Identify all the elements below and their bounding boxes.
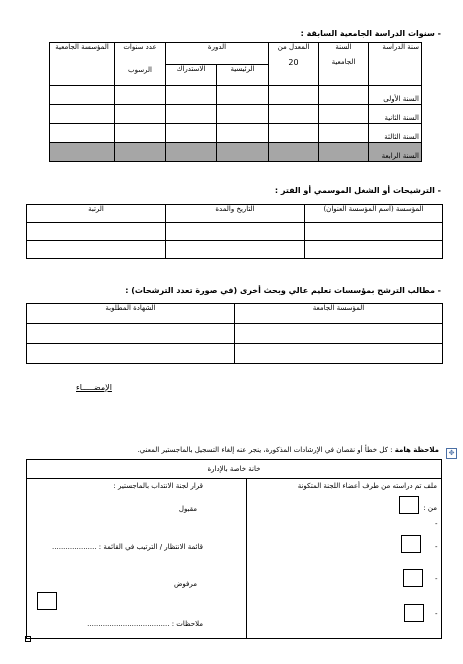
row-label-year-1: السنة الأولى	[369, 86, 422, 105]
header-catchup-session: الاستدراك	[166, 65, 217, 86]
row-label-year-3: السنة الثالثة	[369, 124, 422, 143]
cell[interactable]	[115, 124, 166, 143]
header-failed-years: عدد سنوات الرسوب	[115, 43, 166, 86]
cell[interactable]	[217, 105, 269, 124]
cell	[269, 143, 319, 162]
cell[interactable]	[319, 124, 369, 143]
signature-label: الإمضـــــاء	[76, 383, 112, 392]
dash: -	[435, 575, 438, 583]
decision-waitlist: قائمة الانتظار / الترتيب في القائمة : ....................	[52, 543, 203, 551]
header-date-duration: التاريخ والمدة	[166, 205, 305, 223]
row-label-year-2: السنة الثانية	[369, 105, 422, 124]
rejected-checkbox[interactable]	[37, 592, 57, 610]
committee-from-label: من :	[423, 504, 437, 512]
cell[interactable]	[27, 241, 166, 259]
dash: -	[435, 543, 438, 551]
cell[interactable]	[269, 86, 319, 105]
cell[interactable]	[319, 105, 369, 124]
row-label-year-4: السنة الرابعة	[369, 143, 422, 162]
header-main-session: الرئيسية	[217, 65, 269, 86]
header-university-institution: المؤسسة الجامعة	[235, 304, 443, 324]
cell[interactable]	[217, 124, 269, 143]
cell[interactable]	[27, 223, 166, 241]
header-institution-address: المؤسسة (اسم المؤسسة العنوان)	[305, 205, 443, 223]
section-title-internships: - الترشيحات أو الشغل الموسمي أو الفتر :	[274, 186, 441, 195]
important-note	[138, 446, 439, 454]
other-applications-table	[26, 303, 443, 364]
cell[interactable]	[166, 105, 217, 124]
cell[interactable]	[166, 241, 305, 259]
committee-member-box-3[interactable]	[403, 569, 423, 587]
cell[interactable]	[166, 124, 217, 143]
move-handle-icon[interactable]: ✥	[446, 448, 457, 459]
admin-box-title: خانة خاصة بالإدارة	[27, 460, 441, 479]
header-institution: المؤسسة الجامعية	[50, 43, 115, 86]
cell[interactable]	[305, 223, 443, 241]
cell[interactable]	[27, 344, 235, 364]
cell[interactable]	[115, 105, 166, 124]
section-title-prior-studies: - سنوات الدراسة الجامعية السابقة :	[300, 29, 441, 38]
committee-member-box-1[interactable]	[399, 496, 419, 514]
cell[interactable]	[305, 241, 443, 259]
cell	[319, 143, 369, 162]
cell[interactable]	[319, 86, 369, 105]
cell[interactable]	[115, 86, 166, 105]
header-university-year: السنة الجامعية	[319, 43, 369, 86]
note-text: : كل خطأ أو نقصان في الإرشادات المذكورة، ينجر عنه إلغاء التسجيل بالماجستير المعني.	[137, 446, 393, 454]
header-average: المعدل من 20	[269, 43, 319, 86]
admin-box-divider	[246, 478, 247, 638]
cell	[50, 143, 115, 162]
cell[interactable]	[217, 86, 269, 105]
header-session: الدورة	[166, 43, 269, 65]
internships-table	[26, 204, 443, 259]
committee-title: ملف تم دراسته من طرف أعضاء اللجنة المتكونة	[297, 482, 437, 490]
dash: -	[435, 610, 438, 618]
cell[interactable]	[166, 86, 217, 105]
header-rank: الرتبة	[27, 205, 166, 223]
cell	[166, 143, 217, 162]
cell[interactable]	[50, 105, 115, 124]
committee-member-box-2[interactable]	[401, 535, 421, 553]
cell	[115, 143, 166, 162]
cell[interactable]	[269, 105, 319, 124]
decision-rejected: مرفوض	[173, 580, 197, 588]
dash: -	[435, 520, 438, 528]
cell[interactable]	[27, 324, 235, 344]
cell[interactable]	[50, 86, 115, 105]
header-requested-degree: الشهادة المطلوبة	[27, 304, 235, 324]
cell[interactable]	[166, 223, 305, 241]
decision-accepted: مقبول	[178, 505, 197, 513]
prior-studies-table	[49, 42, 422, 162]
header-study-year: سنة الدراسة	[369, 43, 422, 86]
end-marker	[25, 636, 31, 642]
committee-member-box-4[interactable]	[404, 604, 424, 622]
cell[interactable]	[235, 344, 443, 364]
decision-notes: ملاحظات : .....................................	[87, 620, 203, 628]
decision-title: قرار لجنة الانتداب بالماجستير :	[113, 482, 203, 490]
section-title-other-applications: - مطالب الترشح بمؤسسات تعليم عالي وبحث أخرى (في صورة تعدد الترشحات) :	[125, 286, 441, 295]
cell	[217, 143, 269, 162]
note-label: ملاحظة هامة	[394, 446, 439, 454]
cell[interactable]	[269, 124, 319, 143]
cell[interactable]	[50, 124, 115, 143]
cell[interactable]	[235, 324, 443, 344]
